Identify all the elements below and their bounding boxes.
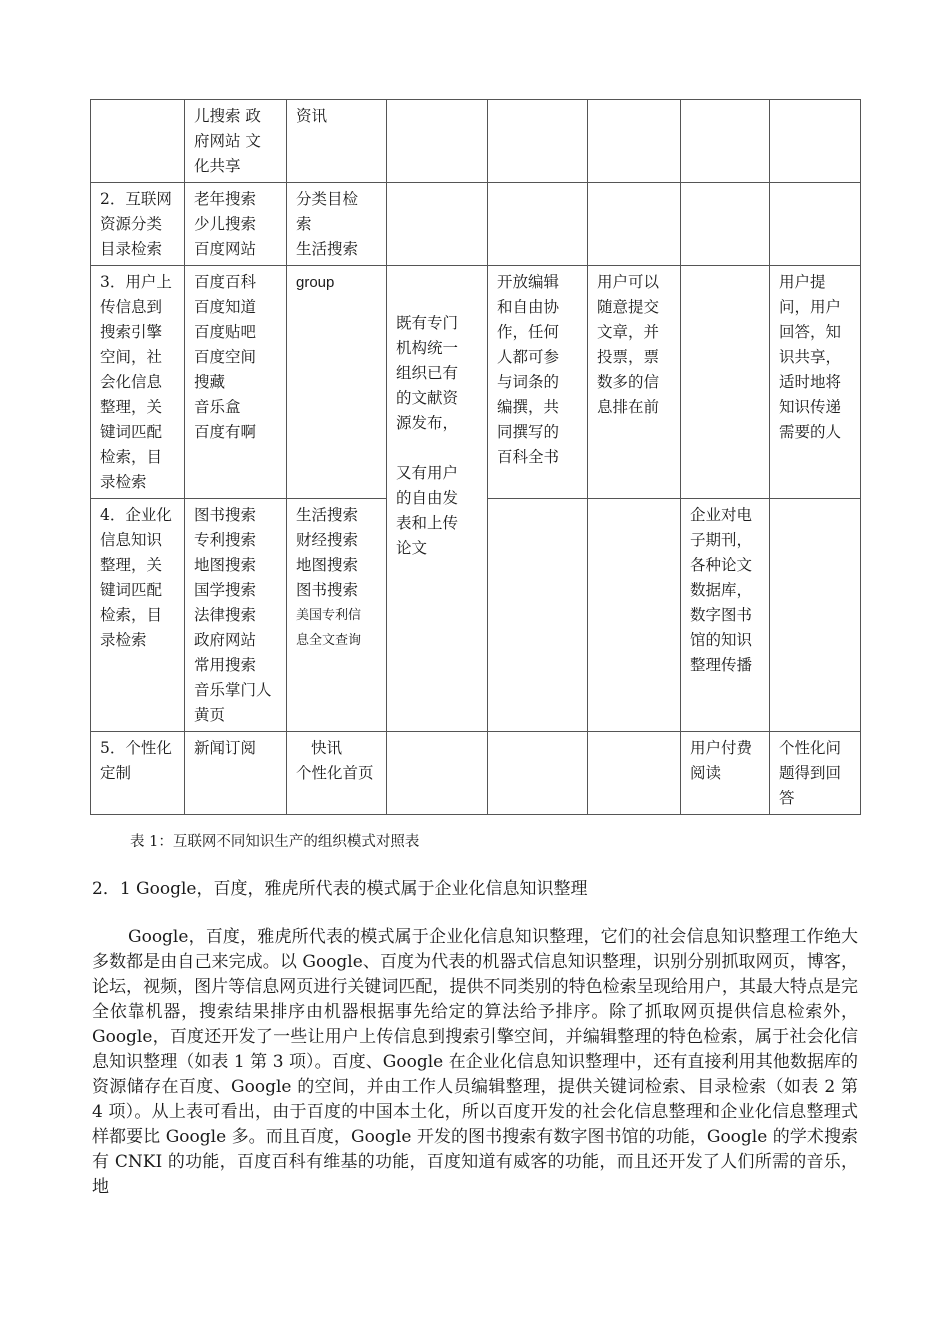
table-row [91, 100, 861, 183]
table-cell: 5．个性化 定制 [91, 732, 185, 815]
table-cell: 分类目检 索 生活搜索 [287, 183, 387, 266]
table-cell: 新闻订阅 [185, 732, 287, 815]
table-row [91, 732, 861, 815]
table-caption: 表 1：互联网不同知识生产的组织模式对照表 [130, 834, 420, 850]
table-cell [681, 100, 770, 183]
table-cell: 图书搜索 专利搜索 地图搜索 国学搜索 法律搜索 政府网站 常用搜索 音乐掌门人 黄页 [185, 499, 287, 732]
table-cell: 用户提 问，用户 回答，知 识共享， 适时地将 知识传递 需要的人 [770, 266, 861, 499]
table-cell [770, 183, 861, 266]
table-cell: 3．用户上 传信息到 搜索引擎 空间，社 会化信息 整理，关 键词匹配 检索，目 录检索 [91, 266, 185, 499]
table-cell [488, 732, 588, 815]
table-cell: 儿搜索 政 府网站 文 化共享 [185, 100, 287, 183]
table-cell: 资讯 [287, 100, 387, 183]
table-cell [588, 499, 681, 732]
table-row [91, 183, 861, 266]
table-cell: 个性化问 题得到回 答 [770, 732, 861, 815]
table-cell [588, 732, 681, 815]
table-cell [91, 100, 185, 183]
table-cell-merged: 既有专门 机构统一 组织已有 的文献资 源发布， 又有用户 的自由发 表和上传 论文 [387, 266, 488, 732]
table-cell [681, 266, 770, 499]
table-cell [488, 499, 588, 732]
table-cell: 快讯 个性化首页 [287, 732, 387, 815]
table-cell: 用户可以 随意提交 文章，并 投票，票 数多的信 息排在前 [588, 266, 681, 499]
section-heading: 2．1 Google，百度，雅虎所代表的模式属于企业化信息知识整理 [92, 879, 588, 899]
table-cell: 开放编辑 和自由协 作，任何 人都可参 与词条的 编撰，共 同撰写的 百科全书 [488, 266, 588, 499]
table-cell [588, 183, 681, 266]
body-paragraph: Google，百度，雅虎所代表的模式属于企业化信息知识整理，它们的社会信息知识整理工作绝大多数都是由自己来完成。以 Google、百度为代表的机器式信息知识整理，识别分别抓取网页，博客，论坛，视频，图片等信息网页进行关键词匹配，提供不同类别的特色检索呈现给用户，其最大特点是完全依靠机器，搜索结果排序由机器根据事先给定的算法给予排序。除了抓取网页提供信息检索外，Google，百度还开发了一些让用户上传信息到搜索引擎空间，并编辑整理的特色检索，属于社会化信息知识整理（如表 1 第 3 项）。百度、Google 在企业化信息知识整理中，还有直接利用其他数据库的资源储存在百度、Google 的空间，并由工作人员编辑整理，提供关键词检索、目录检索（如表 2 第 4 项）。从上表可看出，由于百度的中国本土化，所以百度开发的社会化信息整理和企业化信息整理式样都要比 Google 多。而且百度，Google 开发的图书搜索有数字图书馆的功能，Google 的学术搜索有 CNKI 的功能，百度百科有维基的功能，百度知道有威客的功能，而且还开发了人们所需的音乐，地 [92, 927, 858, 1197]
table-cell: 企业对电 子期刊， 各种论文 数据库， 数字图书 馆的知识 整理传播 [681, 499, 770, 732]
table-cell [770, 499, 861, 732]
table-cell [387, 183, 488, 266]
table-cell [588, 100, 681, 183]
table-cell [681, 183, 770, 266]
table-cell: group [287, 266, 387, 499]
table-cell [387, 732, 488, 815]
table-cell: 生活搜索 财经搜索 地图搜索 图书搜索 美国专利信 息全文查询 [287, 499, 387, 732]
table-cell [488, 100, 588, 183]
table-cell: 4．企业化 信息知识 整理，关 键词匹配 检索，目 录检索 [91, 499, 185, 732]
table-cell: 用户付费 阅读 [681, 732, 770, 815]
table-row [91, 266, 861, 499]
table-cell [387, 100, 488, 183]
table-cell: 2．互联网 资源分类 目录检索 [91, 183, 185, 266]
comparison-table [90, 99, 861, 815]
table-cell [770, 100, 861, 183]
table-cell: 老年搜索 少儿搜索 百度网站 [185, 183, 287, 266]
table-cell: 百度百科 百度知道 百度贴吧 百度空间 搜藏 音乐盒 百度有啊 [185, 266, 287, 499]
table-cell [488, 183, 588, 266]
